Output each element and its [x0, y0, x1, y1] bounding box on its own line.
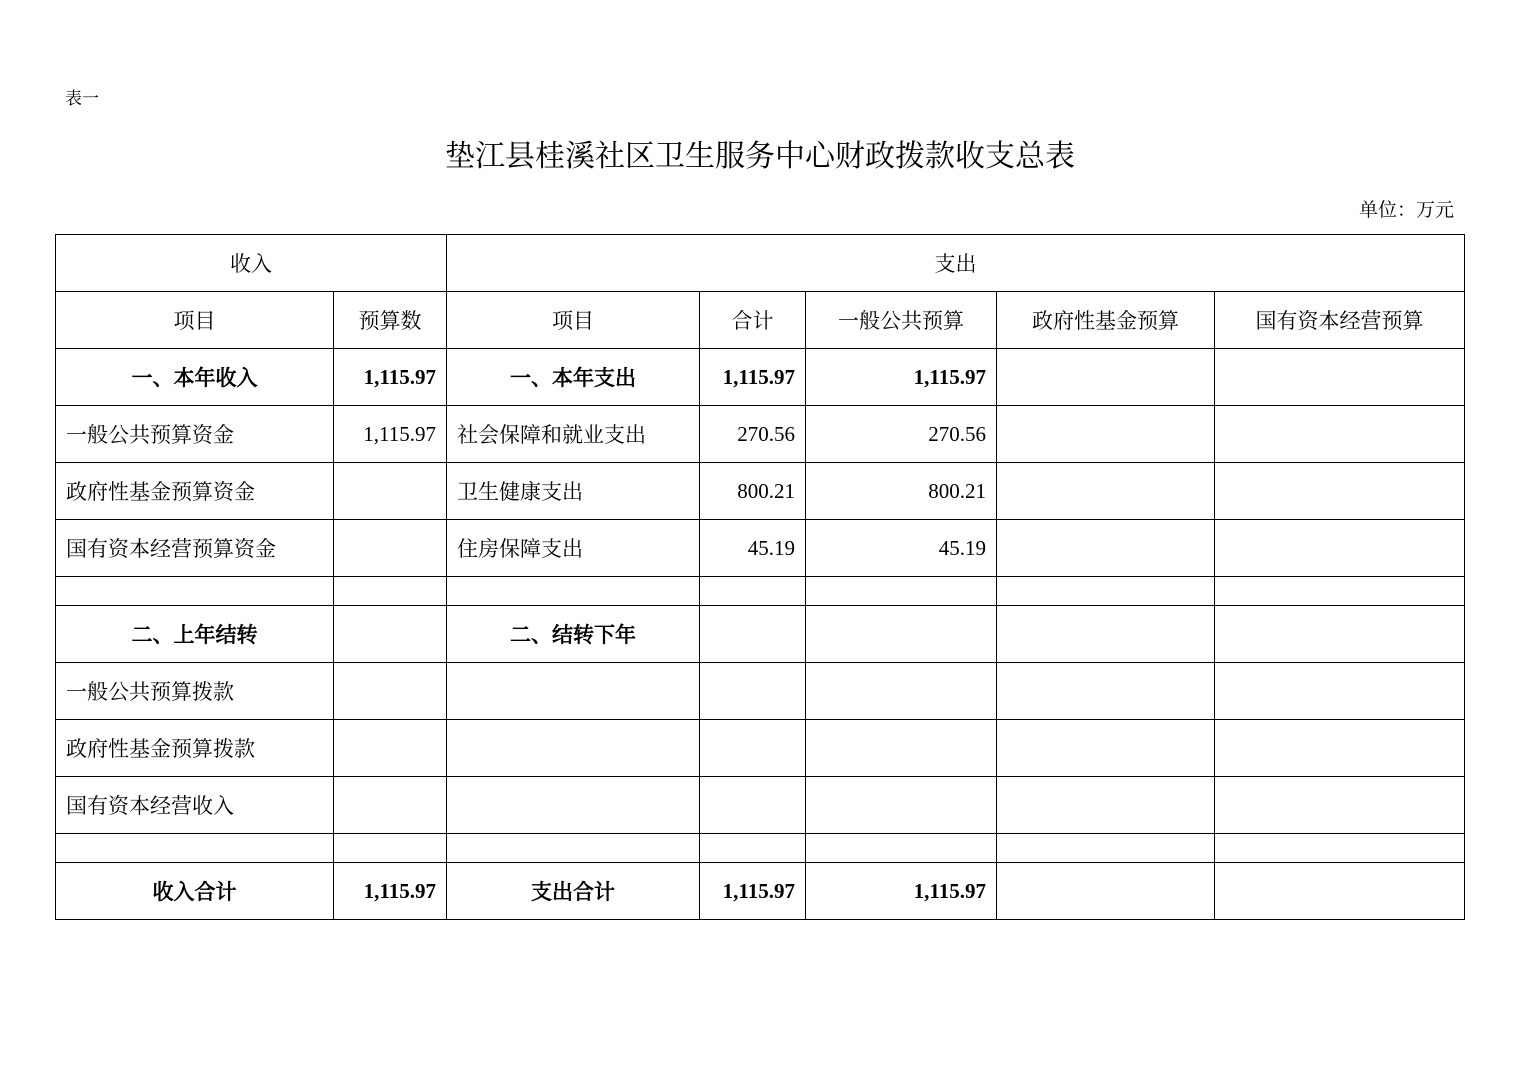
expense-general-total: 1,115.97: [806, 863, 997, 920]
table-row: [56, 577, 1465, 606]
expense-total: 270.56: [700, 406, 806, 463]
expense-item: 卫生健康支出: [447, 463, 700, 520]
col-header-total: 合计: [700, 292, 806, 349]
income-budget: [334, 834, 447, 863]
income-group-header: 收入: [56, 235, 447, 292]
expense-fund: [997, 349, 1215, 406]
expense-general: [806, 720, 997, 777]
expense-fund: [997, 663, 1215, 720]
col-header-government-fund: 政府性基金预算: [997, 292, 1215, 349]
table-row: [56, 663, 1465, 720]
expense-capital: [1215, 349, 1465, 406]
income-budget: [334, 520, 447, 577]
expense-general: [806, 606, 997, 663]
income-item: 政府性基金预算资金: [56, 463, 334, 520]
expense-capital: [1215, 720, 1465, 777]
income-budget: 1,115.97: [334, 349, 447, 406]
expense-capital: [1215, 463, 1465, 520]
expense-item: 二、结转下年: [447, 606, 700, 663]
expense-fund: [997, 720, 1215, 777]
expense-total: [700, 606, 806, 663]
income-budget: [334, 720, 447, 777]
table-number-label: 表一: [65, 89, 99, 109]
expense-fund: [997, 520, 1215, 577]
expense-fund: [997, 606, 1215, 663]
expense-general: 270.56: [806, 406, 997, 463]
expense-total-label: 支出合计: [447, 863, 700, 920]
expense-fund: [997, 777, 1215, 834]
expense-general: 800.21: [806, 463, 997, 520]
income-item: 一、本年收入: [56, 349, 334, 406]
expense-capital: [1215, 520, 1465, 577]
col-header-state-capital: 国有资本经营预算: [1215, 292, 1465, 349]
expense-capital: [1215, 406, 1465, 463]
total-row: [56, 863, 1465, 920]
expense-capital: [1215, 606, 1465, 663]
income-item: 一般公共预算资金: [56, 406, 334, 463]
income-budget: [334, 577, 447, 606]
income-item: 国有资本经营预算资金: [56, 520, 334, 577]
expense-item: 社会保障和就业支出: [447, 406, 700, 463]
col-header-expense-item: 项目: [447, 292, 700, 349]
expense-general: [806, 777, 997, 834]
income-total-label: 收入合计: [56, 863, 334, 920]
expense-fund: [997, 834, 1215, 863]
table-row: [56, 777, 1465, 834]
income-budget: [334, 463, 447, 520]
table-row: [56, 520, 1465, 577]
expense-item: [447, 834, 700, 863]
income-item: 政府性基金预算拨款: [56, 720, 334, 777]
expense-item: [447, 577, 700, 606]
expense-general: [806, 577, 997, 606]
income-item: [56, 834, 334, 863]
income-item: [56, 577, 334, 606]
income-item: 二、上年结转: [56, 606, 334, 663]
income-total-value: 1,115.97: [334, 863, 447, 920]
group-header-row: [56, 235, 1465, 292]
page-title: 垫江县桂溪社区卫生服务中心财政拨款收支总表: [445, 139, 1075, 174]
expense-total: [700, 663, 806, 720]
table-row: [56, 720, 1465, 777]
income-item: 国有资本经营收入: [56, 777, 334, 834]
income-budget: [334, 777, 447, 834]
expense-general: [806, 834, 997, 863]
expense-item: 一、本年支出: [447, 349, 700, 406]
income-budget: [334, 663, 447, 720]
expense-group-header: 支出: [447, 235, 1465, 292]
expense-item: [447, 663, 700, 720]
col-header-income-budget: 预算数: [334, 292, 447, 349]
expense-fund: [997, 577, 1215, 606]
expense-fund: [997, 406, 1215, 463]
expense-capital-total: [1215, 863, 1465, 920]
table-row: [56, 606, 1465, 663]
table-row: [56, 349, 1465, 406]
expense-item: 住房保障支出: [447, 520, 700, 577]
expense-fund-total: [997, 863, 1215, 920]
column-header-row: [56, 292, 1465, 349]
expense-capital: [1215, 663, 1465, 720]
expense-total-value: 1,115.97: [700, 863, 806, 920]
expense-total: [700, 777, 806, 834]
expense-item: [447, 777, 700, 834]
expense-total: [700, 720, 806, 777]
income-budget: [334, 606, 447, 663]
table-row: [56, 463, 1465, 520]
expense-total: [700, 834, 806, 863]
expense-item: [447, 720, 700, 777]
expense-general: [806, 663, 997, 720]
income-item: 一般公共预算拨款: [56, 663, 334, 720]
expense-total: 45.19: [700, 520, 806, 577]
expense-general: 1,115.97: [806, 349, 997, 406]
table-row: [56, 834, 1465, 863]
expense-total: 800.21: [700, 463, 806, 520]
expense-capital: [1215, 577, 1465, 606]
income-budget: 1,115.97: [334, 406, 447, 463]
budget-summary-table: [55, 234, 1465, 920]
expense-capital: [1215, 777, 1465, 834]
table-row: [56, 406, 1465, 463]
expense-capital: [1215, 834, 1465, 863]
expense-total: [700, 577, 806, 606]
col-header-income-item: 项目: [56, 292, 334, 349]
expense-total: 1,115.97: [700, 349, 806, 406]
expense-fund: [997, 463, 1215, 520]
col-header-general-budget: 一般公共预算: [806, 292, 997, 349]
unit-label: 单位：万元: [1358, 199, 1454, 221]
expense-general: 45.19: [806, 520, 997, 577]
